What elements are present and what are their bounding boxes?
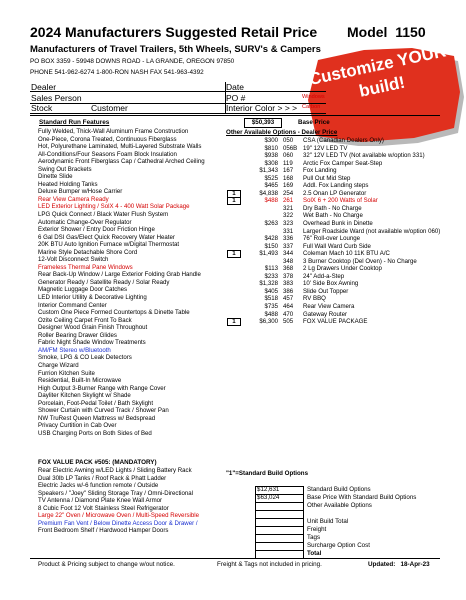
feature-item: Privacy Curtition in Cab Over <box>38 422 117 430</box>
option-row <box>227 288 441 296</box>
phone-line: PHONE 541-962-6274 1-800-RON NASH FAX 541-963-4392 <box>30 69 204 76</box>
option-price: $488 <box>264 197 278 205</box>
feature-item: All-Conditions/Four Seasons Foam Block Insulation <box>38 150 177 158</box>
option-description: 32" 12V LED TV (Not available w/option 331) <box>303 152 425 160</box>
option-price: $4,838 <box>259 189 278 197</box>
standard-heading: Standard Run Features <box>39 119 110 126</box>
feature-item: Fully Welded, Thick-Wall Aluminum Frame Construction <box>38 128 189 135</box>
option-description: Full Wall Ward Curb Side <box>303 242 371 250</box>
option-code: 457 <box>283 295 294 303</box>
standard-features-list <box>38 128 224 437</box>
feature-item: High Output 3-Burner Range with Range Cover <box>38 384 166 392</box>
feature-item: 6 Gal DSI Gas/Elect Quick Recovery Water Heater <box>38 233 175 241</box>
feature-item: Automatic Change-Over Regulator <box>38 218 132 226</box>
page-title: 2024 Manufacturers Suggested Retail Price <box>30 24 318 40</box>
option-row <box>227 228 441 236</box>
option-description: RV BBQ <box>303 295 326 303</box>
summary-label: Other Available Options <box>307 502 372 509</box>
feature-item: Residential, Built-In Microwave <box>38 377 122 385</box>
option-row <box>227 265 441 273</box>
option-description: Addl. Fox Landing steps <box>303 182 369 190</box>
option-description: 76" Roll-over Lounge <box>303 235 361 243</box>
feature-item: Dayliter Kitchen Skylight w/ Shade <box>38 392 131 400</box>
feature-item: Rear Back-Up Window / Large Exterior Folding Grab Handle <box>38 271 201 279</box>
option-code: 056B <box>283 144 298 152</box>
summary-label: Tags <box>307 534 321 541</box>
option-row <box>227 205 441 213</box>
feature-item: Rear Electric Awning w/LED Lights / Sliding Battery Rack <box>38 467 192 474</box>
windows-label: Windows <box>302 94 325 100</box>
feature-item: LED Exterior Lighting / SolX 4 - 400 Watt Solar Package <box>38 203 190 211</box>
option-description: SolX 6 + 200 Watts of Solar <box>303 197 378 205</box>
summary-row <box>227 542 441 550</box>
sales-person-label: Sales Person <box>31 93 82 103</box>
address: PO BOX 3359 - 59948 DOWNS ROAD - LA GRANDE, OREGON 97850 <box>30 58 235 65</box>
option-code: 383 <box>283 280 294 288</box>
option-code: 169 <box>283 182 294 190</box>
feature-item: Aerodynamic Front Fiberglass Cap / Cathedral Arched Ceiling <box>38 158 205 166</box>
summary-heading: "1"=Standard Build Options <box>226 470 309 477</box>
option-code: 119 <box>283 159 293 167</box>
feature-item: 8 Cubic Foot 12 Volt Stainless Steel Refrigerator <box>38 504 169 512</box>
date-label: Date <box>226 82 244 92</box>
option-description: Coleman Mach 10 11K BTU A/C <box>303 250 390 258</box>
option-price: $938 <box>264 152 278 160</box>
option-code: 344 <box>283 250 294 258</box>
footer-freight-note: Freight & Tags not included in pricing. <box>217 561 322 568</box>
option-code: 167 <box>283 167 294 175</box>
option-price: $113 <box>264 265 278 273</box>
feature-item: Electric Jacks w/-6 function remote / Outside <box>38 482 159 490</box>
option-row <box>227 235 441 243</box>
feature-item: Dinette Slide <box>38 173 73 181</box>
option-price: $735 <box>264 303 278 311</box>
option-row <box>227 258 441 266</box>
summary-row <box>227 518 441 526</box>
summary-row <box>227 486 441 494</box>
feature-item: Front Bedroom Shelf / Hardwood Hamper Doors <box>38 527 169 535</box>
option-description: 19" 12V LED TV <box>303 144 348 152</box>
option-row <box>227 137 441 145</box>
option-code: 336 <box>283 235 294 243</box>
carbon-label: Carbon <box>302 104 321 110</box>
footer-updated: Updated: 18-Apr-23 <box>368 561 430 568</box>
option-price: $233 <box>264 272 278 280</box>
feature-item: Large 22" Oven / Microwave Oven / Multi-Speed Reversible <box>38 512 200 520</box>
feature-item: Rear View Camera Ready <box>38 195 109 203</box>
feature-item: Marine Style Detachable Shore Cord <box>38 248 138 256</box>
feature-item: NW TruRest Queen Mattress w/ Bedspread <box>38 414 156 422</box>
feature-item: Deluxe Bumper w/Hose Carrier <box>38 188 123 196</box>
feature-item: Magnetic Luggage Door Catches <box>38 286 128 294</box>
option-description: Fox Landing <box>303 167 337 175</box>
option-description: Slide Out Topper <box>303 287 349 295</box>
option-row <box>227 190 441 198</box>
option-price: $488 <box>264 310 278 318</box>
stock-label: Stock <box>31 103 53 113</box>
feature-item: Charge Wizard <box>38 361 79 369</box>
option-price: $150 <box>264 242 278 250</box>
feature-item: Interior Command Center <box>38 301 107 309</box>
feature-item: Exterior Shower / Entry Door Friction Hinge <box>38 226 155 234</box>
subtitle: Manufacturers of Travel Trailers, 5th Wheels, SURV's & Campers <box>30 44 321 55</box>
option-price: $518 <box>264 295 278 303</box>
feature-item: USB Charging Ports on Both Sides of Bed <box>38 429 152 437</box>
option-price: $1,328 <box>259 280 278 288</box>
option-code: 168 <box>283 174 294 182</box>
base-price-label: Base Price <box>298 119 330 126</box>
feature-item: Shower Curtain with Curved Track / Shower Pan <box>38 407 169 415</box>
options-heading: Other Available Options - Dealer Price <box>226 129 338 136</box>
summary-row <box>227 502 441 510</box>
option-row <box>227 303 441 311</box>
option-price: $1,343 <box>259 167 278 175</box>
option-qty[interactable]: 1 <box>227 250 241 258</box>
feature-item: Smoke, LPG & CO Leak Detectors <box>38 354 132 362</box>
badge-text: Customize YOUR build! <box>307 41 448 101</box>
option-code: 337 <box>283 242 294 250</box>
option-code: 321 <box>283 204 294 212</box>
fox-package-heading: FOX VALUE PACK #505: (MANDATORY) <box>38 459 157 466</box>
summary-table <box>227 486 441 558</box>
option-code: 378 <box>283 272 294 280</box>
option-row <box>227 152 441 160</box>
option-code: 386 <box>283 287 294 295</box>
option-code: 368 <box>283 265 294 273</box>
option-description: 10' Side Box Awning <box>303 280 359 288</box>
feature-item: Ozite Ceiling Carpet Front To Back <box>38 316 132 324</box>
option-row <box>227 250 441 258</box>
feature-item: Roller Bearing Drawer Glides <box>38 331 117 339</box>
fox-package-list <box>38 467 224 535</box>
option-price: $1,493 <box>259 250 278 258</box>
option-qty[interactable]: 1 <box>227 318 241 326</box>
option-price: $428 <box>264 235 278 243</box>
option-code: 261 <box>283 197 294 205</box>
option-code: 348 <box>283 257 294 265</box>
summary-row <box>227 534 441 542</box>
option-description: 3 Burner Cooktop (Del Oven) - No Charge <box>303 257 417 265</box>
option-description: 2.5 Onan LP Generator <box>303 189 367 197</box>
option-description: Overhead Bunk in Dinette <box>303 220 373 228</box>
option-row <box>227 167 441 175</box>
option-row <box>227 243 441 251</box>
option-price: $308 <box>264 159 278 167</box>
option-description: CSA (Canadian Dealers Only) <box>303 137 384 144</box>
summary-amount: $12,631 <box>255 486 304 495</box>
footer-disclaimer: Product & Pricing subject to change w/out notice. <box>38 561 175 568</box>
option-row <box>227 175 441 183</box>
option-row <box>227 182 441 190</box>
feature-item: Generator Ready / Satellite Ready / Solar Ready <box>38 278 170 286</box>
option-row <box>227 273 441 281</box>
option-price: $525 <box>264 174 278 182</box>
option-code: 060 <box>283 152 294 160</box>
summary-row <box>227 510 441 518</box>
feature-item: One-Piece, Corona Treated, Continuous Fiberglass <box>38 135 177 143</box>
feature-item: Frameless Thermal Pane Windows <box>38 263 133 271</box>
option-row <box>227 280 441 288</box>
option-description: Gateway Router <box>303 310 348 318</box>
option-code: 464 <box>283 303 294 311</box>
options-list <box>227 137 441 326</box>
feature-item: 20K BTU Auto Ignition Furnace w/Digital Thermostat <box>38 241 180 249</box>
summary-label: Total <box>307 550 322 557</box>
option-code: 505 <box>283 318 294 326</box>
model-label: Model 1150 <box>347 24 426 40</box>
dealer-label: Dealer <box>31 82 57 92</box>
option-description: FOX VALUE PACKAGE <box>303 318 368 326</box>
option-price: $300 <box>264 137 278 144</box>
summary-label: Standard Build Options <box>307 486 371 493</box>
option-row <box>227 197 441 205</box>
feature-item: Heated Holding Tanks <box>38 180 98 188</box>
option-code: 470 <box>283 310 294 318</box>
option-description: Wet Bath - No Charge <box>303 212 363 220</box>
option-description: Dry Bath - No Charge <box>303 204 362 212</box>
feature-item: 12-Volt Disconnect Switch <box>38 256 109 264</box>
feature-item: Hot, Polyurethane Laminated, Multi-Layered Substrate Walls <box>38 143 202 151</box>
feature-item: Porcelain, Foot-Pedal Toilet / Bath Skylight <box>38 399 154 407</box>
option-code: 254 <box>283 189 294 197</box>
option-description: 24" Add-a-Step <box>303 272 345 280</box>
feature-item: LPG Quick Connect / Black Water Flush System <box>38 211 169 219</box>
option-row <box>227 220 441 228</box>
option-code: 331 <box>283 227 294 235</box>
option-row <box>227 318 441 326</box>
option-row <box>227 295 441 303</box>
customer-label: Customer <box>91 103 128 113</box>
base-price-value: $50,393 <box>244 118 282 128</box>
summary-row <box>227 526 441 534</box>
summary-label: Surcharge Option Cost <box>307 542 370 549</box>
option-description: Pull Out Mid Step <box>303 174 351 182</box>
po-label: PO # <box>226 93 246 103</box>
feature-item: Premium Fan Vent / Below Dinette Access Door & Drawer / <box>38 519 198 527</box>
option-row <box>227 160 441 168</box>
feature-item: Fabric Night Shade Window Treatments <box>38 339 146 347</box>
feature-item: Swing Out Brackets <box>38 165 92 173</box>
option-price: $6,300 <box>259 318 278 326</box>
option-row <box>227 145 441 153</box>
option-price: $810 <box>264 144 278 152</box>
summary-label: Unit Build Total <box>307 518 349 525</box>
feature-item: Dual 30lb LP Tanks / Roof Rack & Phatt Ladder <box>38 474 167 482</box>
option-qty[interactable]: 1 <box>227 197 241 205</box>
feature-item: Furrion Kitchen Suite <box>38 369 95 377</box>
option-price: $465 <box>264 182 278 190</box>
option-description: 2 Lg Drawers Under Cooktop <box>303 265 382 273</box>
summary-label: Freight <box>307 526 327 533</box>
option-qty[interactable]: 1 <box>227 190 241 198</box>
feature-item: TV Antenna / Diamond Plate Knee Wall Armor <box>38 497 163 505</box>
option-price: $405 <box>264 287 278 295</box>
option-row <box>227 212 441 220</box>
interior-color-label: Interior Color > > > <box>226 103 298 113</box>
feature-item: AM/FM Stereo w/Bluetooth <box>38 346 111 354</box>
option-description: Arctic Fox Camper Seat-Step <box>303 159 383 167</box>
feature-item: Custom One Piece Formed Countertops & Dinette Table <box>38 309 190 317</box>
summary-row <box>227 550 441 558</box>
option-code: 322 <box>283 212 294 220</box>
option-code: 050 <box>283 137 294 144</box>
option-row <box>227 311 441 319</box>
feature-item: Designer Wood Grain Finish Throughout <box>38 324 148 332</box>
feature-item: LED Interior Utility & Decorative Lighting <box>38 294 147 302</box>
option-code: 323 <box>283 220 294 228</box>
summary-amount: $63,024 <box>255 494 304 503</box>
option-price: $263 <box>264 220 278 228</box>
summary-row <box>227 494 441 502</box>
summary-label: Base Price With Standard Build Options <box>307 494 417 501</box>
option-description: Larger Roadside Ward (not available w/option 060) <box>303 227 441 235</box>
option-description: Rear View Camera <box>303 303 355 311</box>
feature-item: Speakers / "Joey" Sliding Storage Tray / Omni-Directional <box>38 489 194 497</box>
